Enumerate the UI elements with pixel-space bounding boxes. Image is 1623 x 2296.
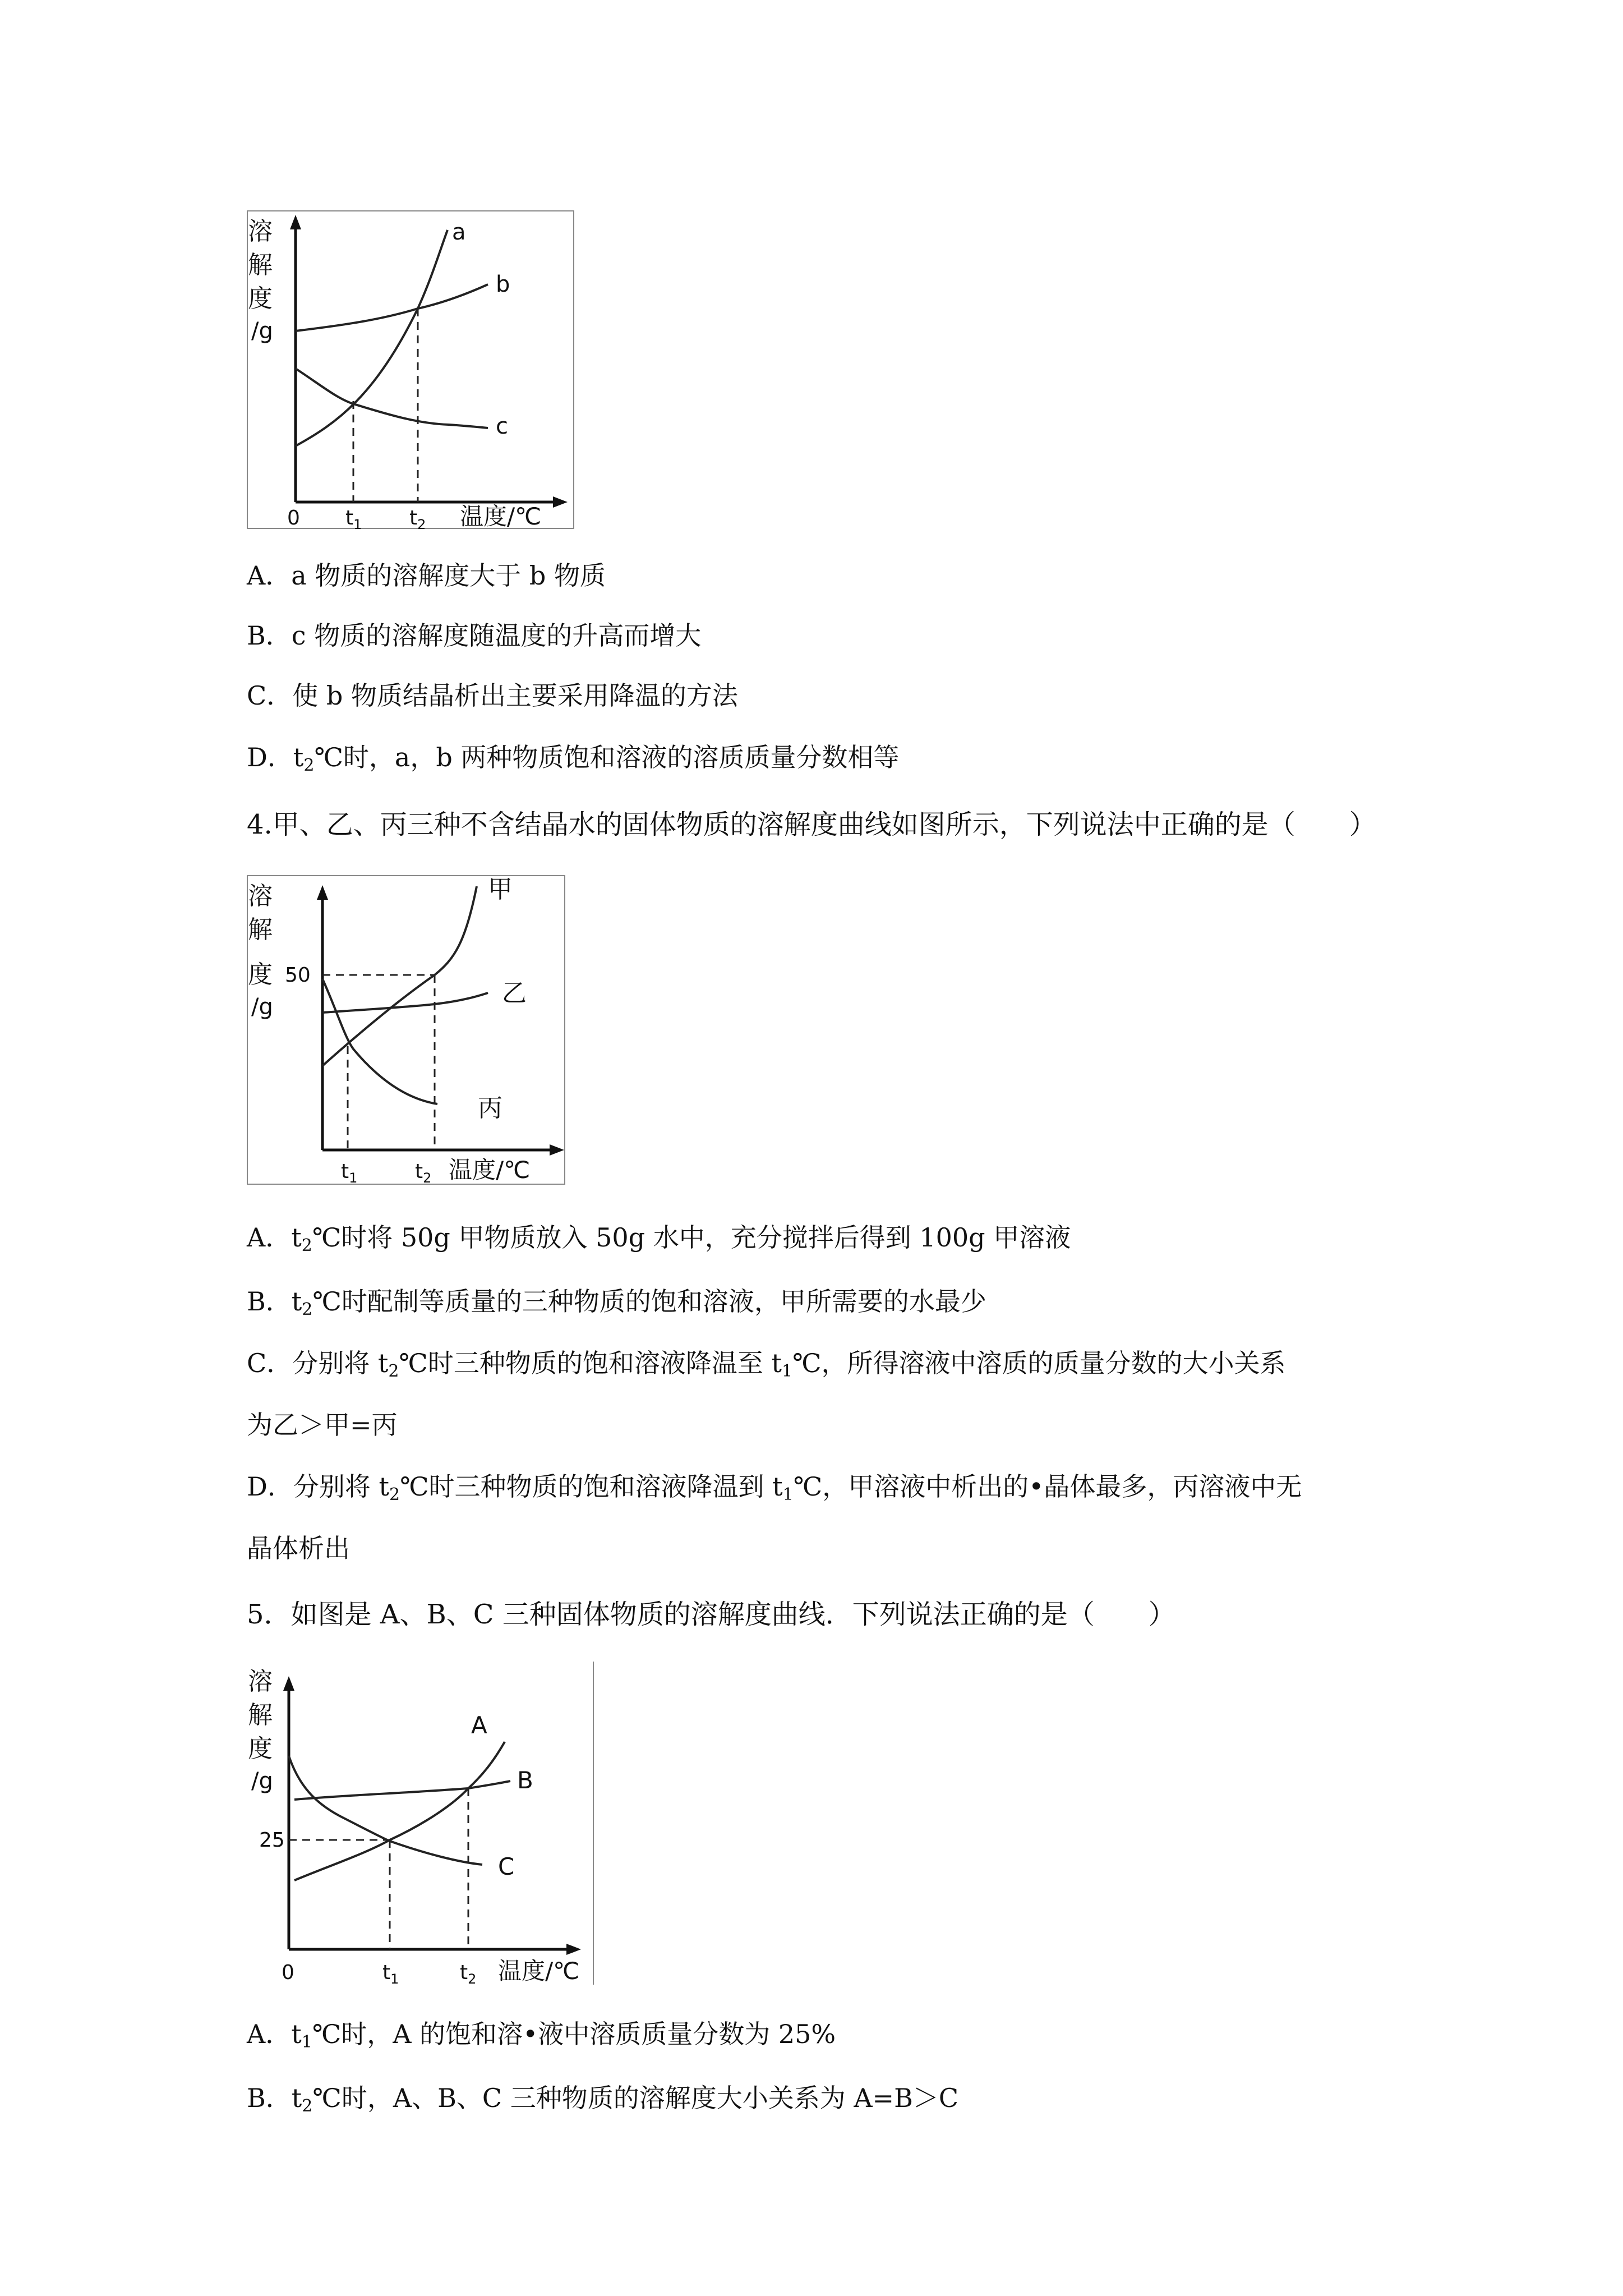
y-axis-arrow [290,215,301,229]
q5-option-a: A．$t_1℃$时，A 的饱和溶•液中溶质质量分数为 25% [247,2019,836,2052]
curve-label-C: C [498,1853,515,1880]
curve-c [296,369,488,428]
x-tick-t2: $t_2$ [409,507,426,530]
solubility-figure-2 [247,875,566,1186]
curve-C [289,1756,482,1865]
q4-option-c-cont: 为乙＞甲=丙 [247,1410,398,1440]
solubility-figure-1 [247,210,575,530]
x-axis-label: 温度/℃ [449,1156,531,1184]
x-tick-t2: $t_2$ [415,1160,432,1186]
y-label-char: /g [251,1768,273,1794]
curve-label-yi: 乙 [502,979,527,1007]
q5-stem: 5．如图是 A、B、C 三种固体物质的溶解度曲线．下列说法正确的是（ ） [247,1599,1175,1630]
origin-label: 0 [282,1961,294,1984]
y-label-char: 溶 [248,882,273,910]
solubility-chart-1 [247,210,575,530]
curve-jia [322,886,477,1066]
x-axis-arrow [553,496,568,508]
curve-label-a: a [452,219,466,245]
x-tick-t1: $t_1$ [345,507,362,530]
y-label-char: 解 [248,1701,273,1729]
y-tick-50: 50 [285,964,311,987]
x-axis-arrow [550,1144,564,1156]
q3-option-a: A．a 物质的溶解度大于 b 物质 [247,560,606,591]
q3-option-c: C．使 b 物质结晶析出主要采用降温的方法 [247,680,738,711]
curve-label-b: b [496,272,510,297]
y-axis-arrow [283,1676,294,1691]
curve-b [296,284,488,331]
q5-option-b: B．$t_2℃$时，A、B、C 三种物质的溶解度大小关系为 A=B＞C [247,2083,959,2116]
solubility-figure-3 [247,1660,594,1986]
x-tick-t1: $t_1$ [341,1160,358,1186]
x-tick-t2: $t_2$ [460,1961,477,1986]
curve-bing [322,979,437,1104]
y-label-char: /g [251,318,273,344]
figure-frame [247,876,565,1184]
x-axis-label: 温度/℃ [498,1957,580,1985]
y-label-char: 度 [248,960,273,989]
y-label-char: 解 [248,915,273,944]
curve-a [296,230,448,446]
q4-option-d: D．分别将 $t_2℃$时三种物质的饱和溶液降温到 $t_1℃$，甲溶液中析出的•晶体最多，丙溶液中无 [247,1471,1302,1504]
q4-option-c: C．分别将 $t_2℃$时三种物质的饱和溶液降温至 $t_1℃$，所得溶液中溶质的质量分数的大小关系 [247,1348,1286,1381]
solubility-chart-2 [247,875,566,1186]
y-label-char: 度 [248,1734,273,1763]
curve-label-bing: 丙 [478,1094,502,1122]
curve-label-c: c [496,413,508,439]
y-axis-arrow [317,885,328,900]
y-label-char: 解 [248,251,273,279]
solubility-chart-3 [247,1660,594,1986]
q3-option-b: B．c 物质的溶解度随温度的升高而增大 [247,620,702,651]
curve-label-A: A [471,1711,487,1739]
q4-option-a: A．$t_2℃$时将 50g 甲物质放入 50g 水中，充分搅拌后得到 100g 甲溶液 [247,1222,1071,1255]
curve-A [294,1742,505,1880]
y-label-char: /g [251,994,273,1020]
x-axis-arrow [566,1944,581,1955]
y-tick-25: 25 [259,1829,285,1852]
curve-label-B: B [517,1766,533,1794]
x-axis-label: 温度/℃ [460,503,542,530]
q4-option-d-cont: 晶体析出 [247,1533,350,1563]
y-label-char: 溶 [248,217,273,246]
x-tick-t1: $t_1$ [382,1961,399,1986]
y-label-char: 溶 [248,1667,273,1696]
q3-option-d: D．$t_2℃$时，a，b 两种物质饱和溶液的溶质质量分数相等 [247,742,900,775]
curve-label-jia: 甲 [488,875,513,904]
y-label-char: 度 [248,284,273,313]
q4-option-b: B．$t_2℃$时配制等质量的三种物质的饱和溶液，甲所需要的水最少 [247,1286,986,1319]
q4-stem: 4.甲、乙、丙三种不含结晶水的固体物质的溶解度曲线如图所示，下列说法中正确的是（ ） [247,809,1376,840]
origin-label: 0 [287,507,300,530]
curve-B [294,1781,510,1800]
